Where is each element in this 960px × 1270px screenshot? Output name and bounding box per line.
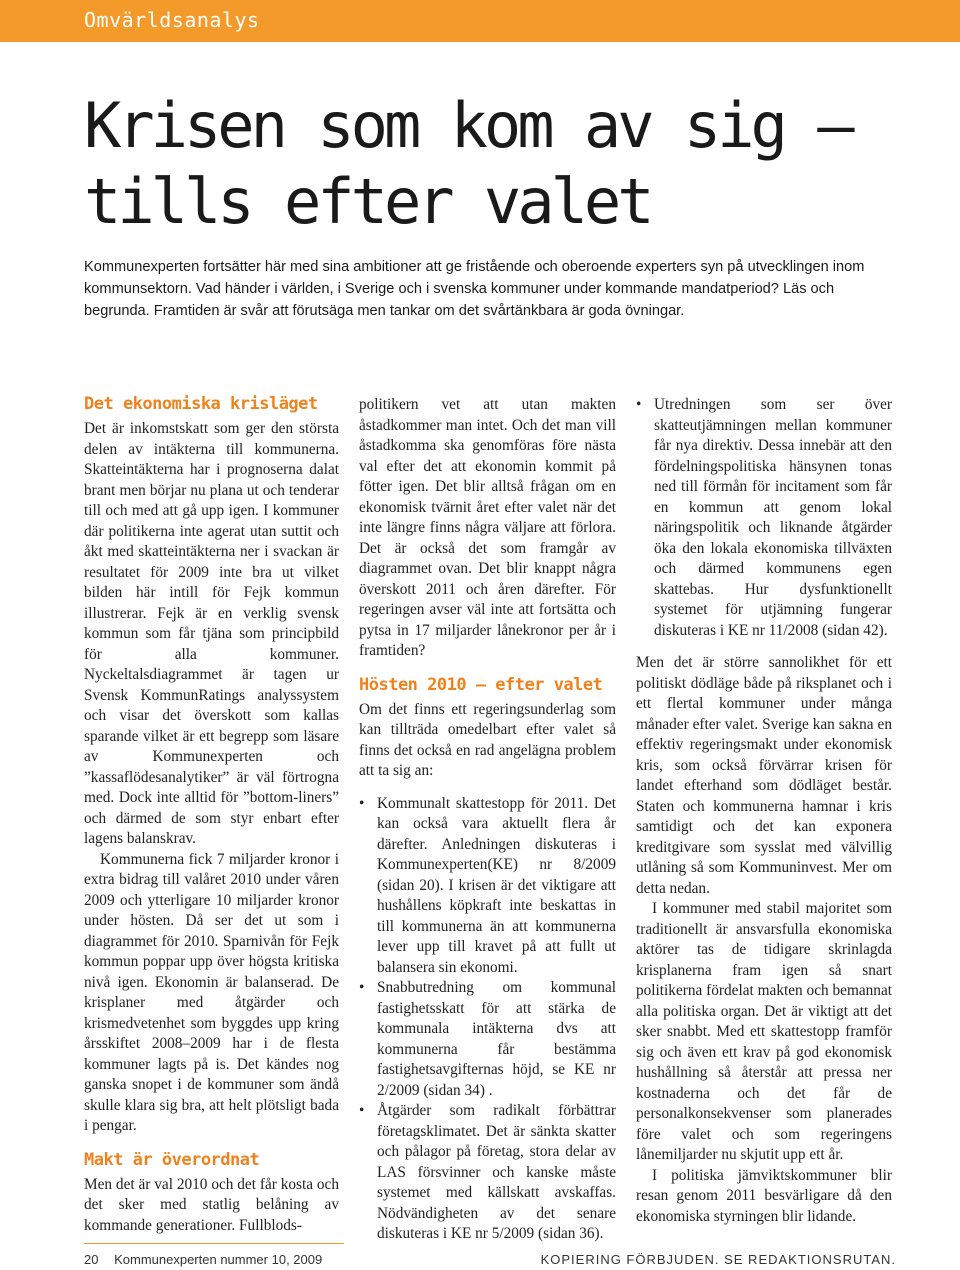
- bullet-list: [359, 794, 616, 1245]
- paragraph: Men det är större sannolikhet för ett politiskt dödläge både på riksplanet och i ett flertal kommuner under många månader efter valet. Sverige kan sakna en effektiv regeringsmakt under ekonomisk kris, som också förvärrar krisen för landet efterhand som dödläget består. Staten och kommunerna hamnar i kris samtidigt och det kan exponera kreditgivare som sysslat med välvillig utlåning så som Kommuninvest. Mer om detta nedan.: [636, 654, 892, 897]
- section-label: Omvärldsanalys: [84, 8, 260, 32]
- paragraph: politikern vet att utan makten åstadkommer man intet. Och det man vill åstadkomma ska genomföras före nästa val efter det att ekonomin kommit på fötter igen. Det blir alltså frågan om en ekonomisk tvärnit året efter valet när det inte längre finns några väljare att förlora. Det är också det som framgår av diagrammet ovan. Det blir knappt några överskott 2011 och åren därefter. För regeringen avser väl inte att fortsätta och pytsa in 17 miljarder lånekronor per år i framtiden?: [359, 396, 616, 659]
- section-header-bar: [0, 0, 960, 42]
- column-2: [359, 395, 616, 1245]
- list-item: • Kommunalt skattestopp för 2011. Det kan också vara aktuellt flera år därefter. Anledningen diskuteras i Kommunexperten(KE) nr 8/2009 (sidan 20). I krisen är det viktigare att hushållens köpkraft inte beskattas in till kommunerna än att kommunerna lever upp till kravet på att fullt ut balansera sin ekonomi.: [359, 794, 616, 979]
- subheading-economic-crisis: Det ekonomiska krisläget: [84, 394, 318, 414]
- headline-line-2: tills efter valet: [84, 165, 651, 238]
- headline-line-1: Krisen som kom av sig –: [84, 89, 851, 162]
- paragraph: Men det är val 2010 och det får kosta och det sker med statlig belåning av kommande generationer. Fullblods-: [84, 1175, 339, 1234]
- column-3: [636, 395, 892, 1227]
- paragraph: I kommuner med stabil majoritet som traditionellt är ansvarsfulla ekonomiska aktörer tas de tidigare skrinlagda krisplanerna fram igen så snart politikerna fördelat makten och bemannat alla politiska organ. Det är viktigt att det sker snabbt. Med ett skattestopp framför sig och även ett krav på god ekonomisk hushållning så återstår att pressa ner kostnaderna och det får de personalkonsekvenser som planerades före valet och som regeringens lånemiljarder nu skjutit upp ett år.: [636, 900, 892, 1163]
- page-number: 20: [84, 1252, 99, 1267]
- article-headline: [84, 88, 914, 240]
- subheading-autumn-2010: Hösten 2010 – efter valet: [359, 674, 603, 695]
- list-item: • Snabbutredning om kommunal fastighetsskatt för att stärka de kommunala intäkterna dvs att kommunerna får bestämma fastighetsavgifternas höjd, se KE nr 2/2009 (sidan 34) .: [359, 978, 616, 1101]
- footer-publication: [84, 1252, 322, 1267]
- paragraph: Om det finns ett regeringsunderlag som kan tillträda omedelbart efter valet så finns det också en rad angelägna problem att ta sig an:: [359, 700, 616, 779]
- list-item: • Åtgärder som radikalt förbättrar företagsklimatet. Det är sänkta skatter och pålagor på företag, stora delar av LAS försvinner och kanske måste systemet med källskatt avskaffas. Nödvändigheten av det senare diskuteras i KE nr 5/2009 (sidan 36).: [359, 1101, 616, 1245]
- article-lead: Kommunexperten fortsätter här med sina ambitioner att ge fristående och oberoende experters syn på utvecklingen inom kommunsektorn. Vad händer i världen, i Sverige och i svenska kommuner under kommande mandatperiod? Läs och begrunda. Framtiden är svår att förutsäga men tankar om det svårtänkbara är goda övningar.: [84, 259, 865, 319]
- copyright-notice: KOPIERING FÖRBJUDEN. SE REDAKTIONSRUTAN.: [540, 1252, 896, 1267]
- column-1: [84, 393, 339, 1236]
- paragraph: Kommunerna fick 7 miljarder kronor i extra bidrag till valåret 2010 under våren 2009 och ytterligare 10 miljarder kronor under hösten. Då ser det ut som i diagrammet för 2010. Sparnivån för Fejk kommun poppar upp över högsta kritiska nivå igen. Ekonomin är balanserad. De krisplaner med åtgärder och krismedvetenhet som byggdes upp kring årsskiftet 2008–2009 har i de flesta kommuner lagts på is. Det kändes nog ganska snopet i de kommuner som ändå skulle klara sig bra, att helt plötsligt bada i pengar.: [84, 850, 339, 1134]
- paragraph: I politiska jämviktskommuner blir resan genom 2011 besvärligare då den ekonomiska styrningen blir lidande.: [636, 1166, 892, 1225]
- footer-divider: [84, 1243, 344, 1244]
- subheading-power: Makt är överordnat: [84, 1149, 260, 1170]
- bullet-list: [636, 395, 892, 641]
- paragraph: Det är inkomstskatt som ger den största delen av intäkterna till kommunerna. Skatteintäkterna har i prognoserna dalat brant men börjar nu plana ut och tenderar till och med att gå upp igen. I kommuner där politikerna inte agerat utan suttit och åkt med skatteintäkterna ner i svackan är resultatet för 2009 inte bra ut vilket bilden här intill för Fejk kommun illustrerar. Fejk är en verklig svensk kommun som får tjäna som principbild för alla kommuner. Nyckeltalsdiagrammet är tagen ur Svensk KommunRatings analyssystem och visar det överskott som kallas sparande vilket är ett begrepp som läsare av Kommunexperten och ”kassaflödesanalytiker” är väl förtrogna med. Dock inte alltid för ”bottom-liners” och därmed de som styr enbart efter lagens balanskrav.: [84, 420, 339, 847]
- list-item: • Utredningen som ser över skatteutjämningen mellan kommuner får nya direktiv. Dessa innebär att den fördelningspolitiska hänsynen tonas ned till förmån för incitament som får en kommun att genom lokal näringspolitik och liknande åtgärder öka den lokala ekonomiska tillväxten och därmed kommunens egen skattebas. Hur dysfunktionellt systemet för utjämning fungerar diskuteras i KE nr 11/2008 (sidan 42).: [636, 395, 892, 641]
- publication-name: Kommunexperten nummer 10, 2009: [114, 1252, 323, 1267]
